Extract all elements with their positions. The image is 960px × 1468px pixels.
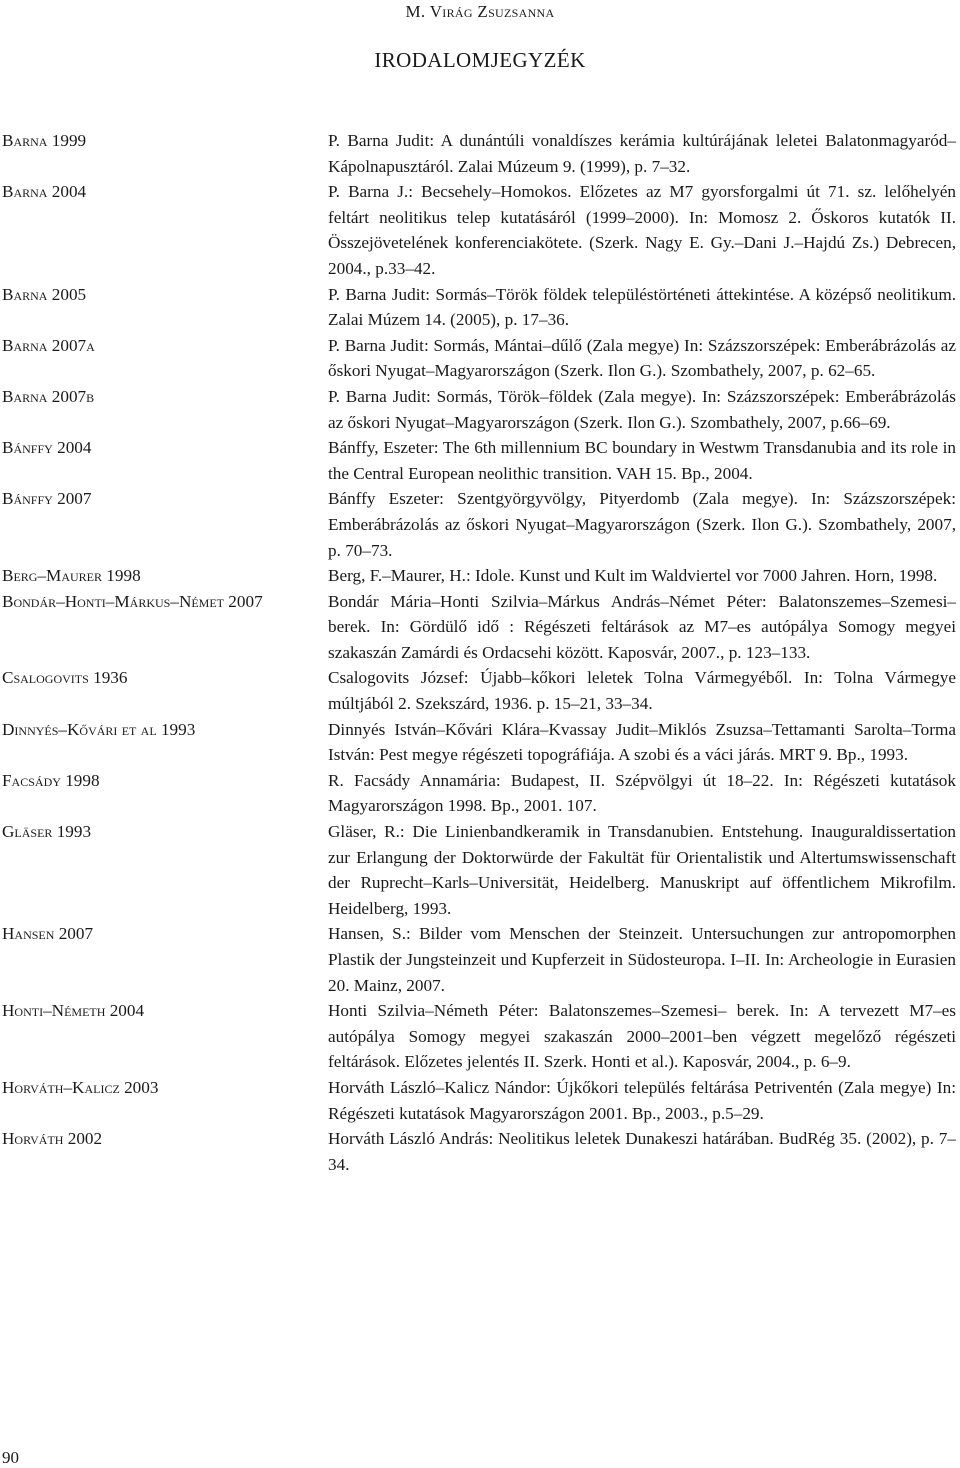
entry-text: R. Facsády Annamária: Budapest, II. Szépvölgyi út 18–22. In: Régészeti kutatások Magyarországon 1998. Bp., 2001. 107. [328,770,956,816]
entry-text: Bánffy Eszeter: Szentgyörgyvölgy, Pityerdomb (Zala megye). In: Százszorszépek: Emberábrázolás az őskori Nyugat–Magyarországon (Szerk. Ilon G.). Szombathely, 2007, p. 70–73. [328,489,956,560]
entry-key: Bondár–Honti–Márkus–Német 2007 [2,591,263,611]
entry-key: Bánffy 2004 [2,438,92,458]
bibliography-list [0,128,960,1177]
entry-key: Csalogovits 1936 [2,668,128,688]
entry-text: Bondár Mária–Honti Szilvia–Márkus András–Német Péter: Balatonszemes–Szemesi–berek. In: Gördülő idő : Régészeti feltárások az M7–es autópálya Somogy megyei szakaszán Zamárdi és Ordacsehi között. Kaposvár, 2007., p. 123–133. [328,591,956,662]
entry-text: Hansen, S.: Bilder vom Menschen der Steinzeit. Untersuchungen zur antropomorphen Plastik der Jungsteinzeit und Kupferzeit in Südosteuropa. I–II. In: Archeologie in Eurasien 20. Mainz, 2007. [328,924,956,995]
bibliography-entry [0,486,960,563]
bibliography-entry [0,384,960,435]
bibliography-entry [0,768,960,819]
bibliography-entry [0,179,960,281]
entry-key: Barna 2004 [2,182,87,202]
entry-text: Dinnyés István–Kővári Klára–Kvassay Judit–Miklós Zsuzsa–Tettamanti Sarolta–Torma István: Pest megye régészeti topográfiája. A szobi és a váci járás. MRT 9. Bp., 1993. [328,719,956,765]
bibliography-entry [0,435,960,486]
entry-key: Hansen 2007 [2,924,94,944]
entry-key: Barna 2007b [2,386,95,406]
entry-key: Berg–Maurer 1998 [2,566,141,586]
entry-text: P. Barna J.: Becsehely–Homokos. Előzetes az M7 gyorsforgalmi út 71. sz. lelőhelyén feltárt neolitikus telep kutatásáról (1999–2000). In: Momosz 2. Őskoros kutatók II. Összejövetelének konferenciakötete. (Szerk. Nagy E. Gy.–Dani J.–Hajdú Zs.) Debrecen, 2004., p.33–42. [328,182,956,278]
bibliography-entry [0,333,960,384]
entry-key: Horváth–Kalicz 2003 [2,1077,159,1097]
entry-text: Gläser, R.: Die Linienbandkeramik in Transdanubien. Entstehung. Inauguraldissertation zur Erlangung der Doktorwürde der Fakultät für Orientalistik und Altertumswissenschaft der Ruprecht–Karls–Universität, Heidelberg. Manuskript auf öffentlichem Mikrofilm. Heidelberg, 1993. [328,822,956,918]
entry-text: Berg, F.–Maurer, H.: Idole. Kunst und Kult im Waldviertel vor 7000 Jahren. Horn, 1998. [328,566,938,586]
bibliography-entry [0,717,960,768]
bibliography-entry [0,998,960,1075]
entry-text: Csalogovits József: Újabb–kőkori leletek Tolna Vármegyéből. In: Tolna Vármegye múltjából 2. Szekszárd, 1936. p. 15–21, 33–34. [328,668,956,714]
entry-text: Horváth László–Kalicz Nándor: Újkőkori település feltárása Petriventén (Zala megye) In: Régészeti kutatások Magyarországon 2001. Bp., 2003., p.5–29. [328,1077,956,1123]
entry-text: P. Barna Judit: Sormás, Török–földek (Zala megye). In: Százszorszépek: Emberábrázolás az őskori Nyugat–Magyarországon (Szerk. Ilon G.). Szombathely, 2007, p.66–69. [328,386,956,432]
bibliography-entry [0,1075,960,1126]
bibliography-entry [0,589,960,666]
entry-key: Barna 1999 [2,131,87,150]
entry-key: Facsády 1998 [2,770,100,790]
entry-key: Horváth 2002 [2,1129,103,1149]
entry-text: P. Barna Judit: Sormás, Mántai–dűlő (Zala megye) In: Százszorszépek: Emberábrázolás az őskori Nyugat–Magyarországon (Szerk. Ilon G.). Szombathely, 2007, p. 62–65. [328,335,956,381]
bibliography-entry [0,665,960,716]
page-number: 90 [2,1448,19,1467]
bibliography-entry [0,563,960,589]
section-title: IRODALOMJEGYZÉK [374,48,586,72]
running-head: M. Virág Zsuzsanna [405,2,555,21]
entry-text: Horváth László András: Neolitikus leletek Dunakeszi határában. BudRég 35. (2002), p. 7–34. [328,1129,956,1174]
bibliography-entry [0,819,960,921]
entry-key: Honti–Németh 2004 [2,1001,145,1021]
entry-key: Gläser 1993 [2,822,92,842]
bibliography-entry [0,128,960,179]
entry-text: Bánffy, Eszeter: The 6th millennium BC boundary in Westwm Transdanubia and its role in the Central European neolithic transition. VAH 15. Bp., 2004. [328,438,956,483]
entry-text: Honti Szilvia–Németh Péter: Balatonszemes–Szemesi– berek. In: A tervezett M7–es autópálya Somogy megyei szakaszán 2000–2001–ben végzett megelőző régészeti feltárások. Előzetes jelentés II. Szerk. Honti et al.). Kaposvár, 2004., p. 6–9. [328,1001,956,1072]
entry-key: Dinnyés–Kővári et al 1993 [2,719,196,739]
entry-text: P. Barna Judit: A dunántúli vonaldíszes kerámia kultúrájának leletei Balatonmagyaród–Kápolnapusztáról. Zalai Múzeum 9. (1999), p. 7–32. [328,131,956,176]
bibliography-entry [0,282,960,333]
entry-key: Barna 2005 [2,284,87,304]
entry-key: Bánffy 2007 [2,489,92,509]
bibliography-entry [0,921,960,998]
entry-text: P. Barna Judit: Sormás–Török földek településtörténeti áttekintése. A középső neolitikum. Zalai Múzem 14. (2005), p. 17–36. [328,284,956,330]
bibliography-entry [0,1126,960,1177]
entry-key: Barna 2007a [2,335,95,355]
